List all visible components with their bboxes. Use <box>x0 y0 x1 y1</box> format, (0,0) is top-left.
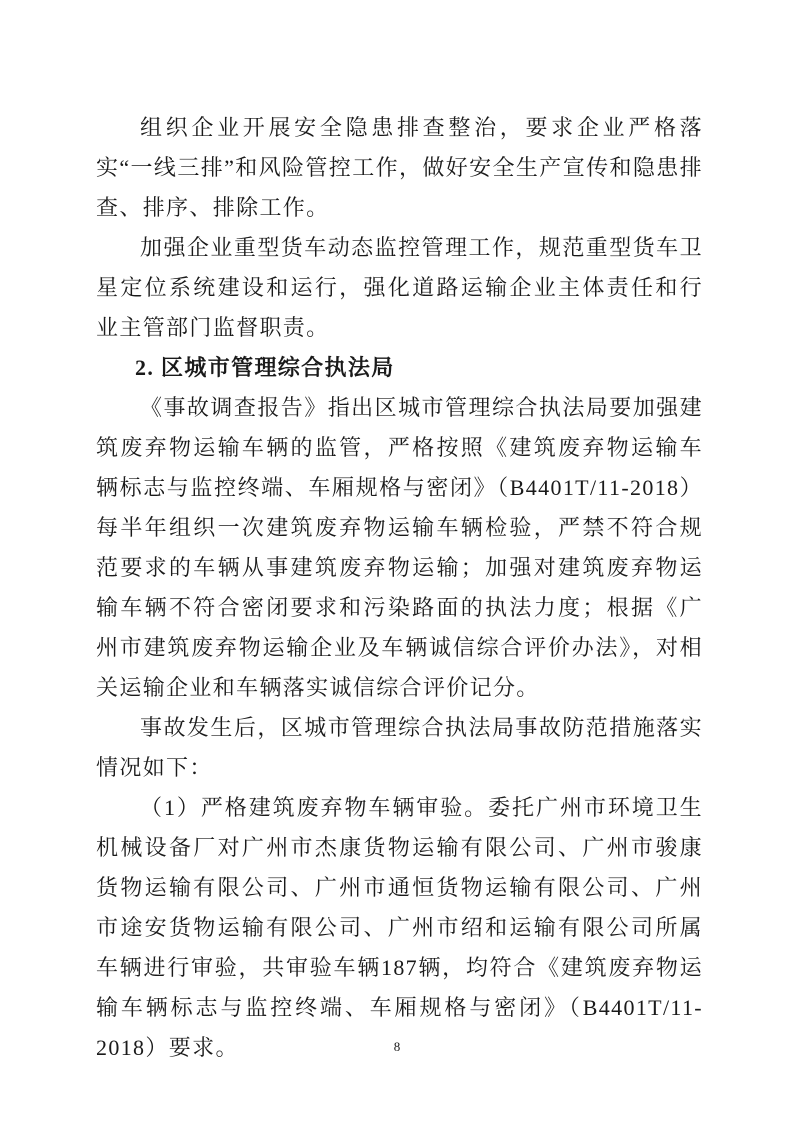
paragraph-investigation-report-requirements: 《事故调查报告》指出区城市管理综合执法局要加强建筑废弃物运输车辆的监管，严格按照《建筑废弃物运输车辆标志与监控终端、车厢规格与密闭》（B4401T/11-2018）每半年组织一次建筑废弃物运输车辆检验，严禁不符合规范要求的车辆从事建筑废弃物运输；加强对建筑废弃物运输车辆不符合密闭要求和污染路面的执法力度；根据《广州市建筑废弃物运输企业及车辆诚信综合评价办法》，对相关运输企业和车辆落实诚信综合评价记分。 <box>96 395 703 700</box>
paragraph-heavy-truck-monitoring: 加强企业重型货车动态监控管理工作，规范重型货车卫星定位系统建设和运行，强化道路运输企业主体责任和行业主管部门监督职责。 <box>96 235 703 340</box>
paragraph-measure-1-vehicle-inspection: （1）严格建筑废弃物车辆审验。委托广州市环境卫生机械设备厂对广州市杰康货物运输有限公司、广州市骏康货物运输有限公司、广州市通恒货物运输有限公司、广州市途安货物运输有限公司、广州市绍和运输有限公司所属车辆进行审验，共审验车辆187辆，均符合《建筑废弃物运输车辆标志与监控终端、车厢规格与密闭》（B4401T/11-2018）要求。 <box>96 795 703 1060</box>
page-number: 8 <box>393 1039 401 1054</box>
section-heading-district-urban-management: 2. 区城市管理综合执法局 <box>135 355 395 380</box>
paragraph-post-accident-measures-intro: 事故发生后，区城市管理综合执法局事故防范措施落实情况如下： <box>96 715 703 780</box>
paragraph-hidden-danger-inspection: 组织企业开展安全隐患排查整治，要求企业严格落实“一线三排”和风险管控工作，做好安全生产宣传和隐患排查、排序、排除工作。 <box>96 115 703 220</box>
